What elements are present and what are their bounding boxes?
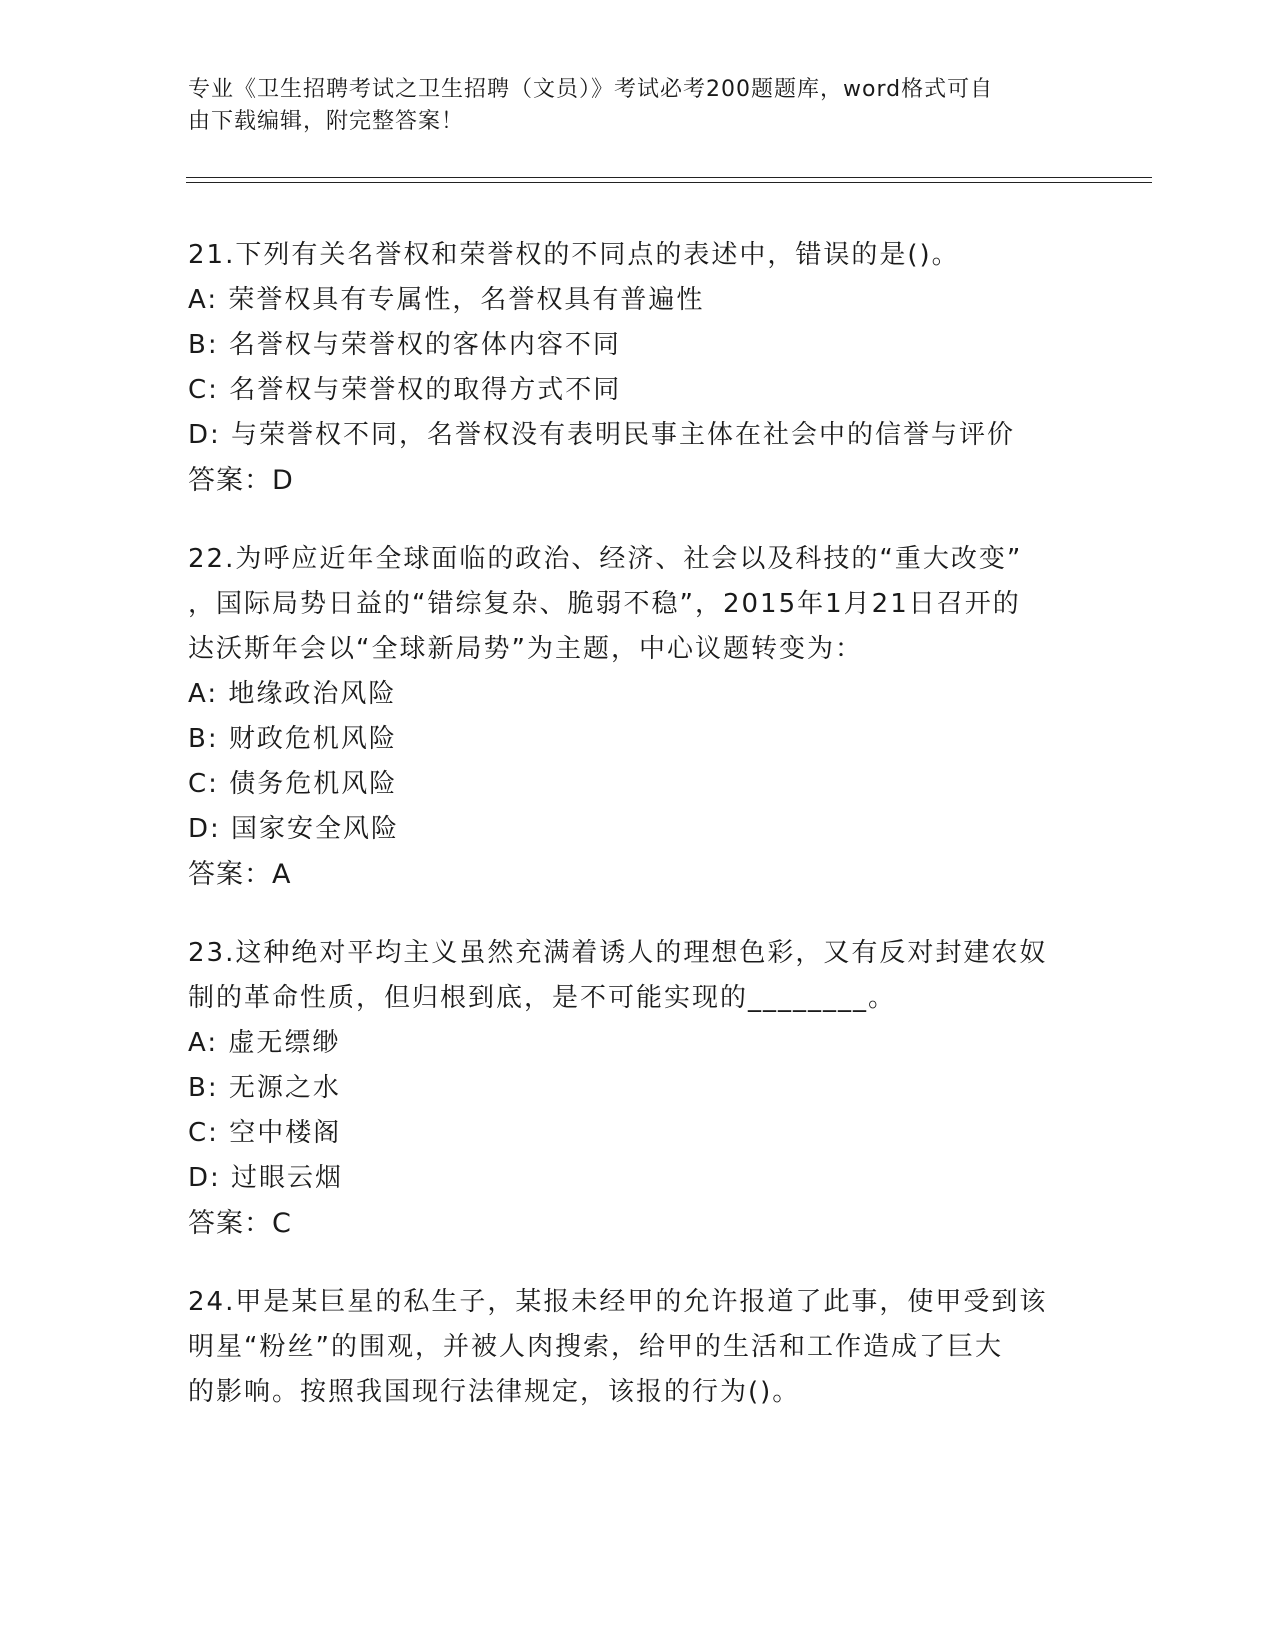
answer-line: 答案：A — [188, 859, 292, 890]
option-d — [188, 413, 1088, 458]
option-text: 地缘政治风险 — [228, 679, 397, 709]
question-number: 21. — [188, 240, 236, 270]
option-text: 过眼云烟 — [231, 1163, 344, 1193]
option-text: 荣誉权具有专属性，名誉权具有普遍性 — [228, 285, 705, 315]
option-text: 财政危机风险 — [228, 724, 397, 754]
option-list — [188, 1021, 1088, 1201]
option-text: 虚无缥缈 — [228, 1028, 341, 1058]
option-letter: C: — [188, 1118, 219, 1148]
option-list — [188, 672, 1088, 852]
question-23 — [188, 931, 1088, 1246]
question-stem-line: 制的革命性质，但归根到底，是不可能实现的________。 — [188, 983, 897, 1013]
option-c — [188, 368, 1088, 413]
option-letter: D: — [188, 1163, 221, 1193]
option-d — [188, 807, 1088, 852]
question-stem-line: ，国际局势日益的“错综复杂、脆弱不稳”，2015年1月21日召开的 — [188, 589, 1021, 619]
option-letter: A: — [188, 285, 219, 315]
question-list — [188, 233, 1088, 1449]
option-text: 与荣誉权不同，名誉权没有表明民事主体在社会中的信誉与评价 — [231, 420, 1016, 450]
question-stem-line: 达沃斯年会以“全球新局势”为主题，中心议题转变为： — [188, 634, 863, 664]
document-header — [188, 74, 1068, 138]
option-b — [188, 323, 1088, 368]
option-letter: D: — [188, 814, 221, 844]
option-text: 债务危机风险 — [229, 769, 398, 799]
option-c — [188, 1111, 1088, 1156]
option-b — [188, 1066, 1088, 1111]
option-text: 无源之水 — [228, 1073, 341, 1103]
option-c — [188, 762, 1088, 807]
option-a — [188, 1021, 1088, 1066]
option-text: 国家安全风险 — [231, 814, 400, 844]
question-22 — [188, 537, 1088, 897]
option-letter: D: — [188, 420, 221, 450]
question-number: 23. — [188, 938, 236, 968]
option-b — [188, 717, 1088, 762]
option-a — [188, 672, 1088, 717]
option-list — [188, 278, 1088, 458]
question-stem — [188, 537, 1088, 582]
option-text: 空中楼阁 — [229, 1118, 342, 1148]
question-stem-line: 为呼应近年全球面临的政治、经济、社会以及科技的“重大改变” — [235, 544, 1023, 574]
question-stem-line: 下列有关名誉权和荣誉权的不同点的表述中，错误的是()。 — [235, 240, 960, 270]
question-stem-line: 的影响。按照我国现行法律规定，该报的行为()。 — [188, 1377, 801, 1407]
option-letter: A: — [188, 1028, 219, 1058]
option-text: 名誉权与荣誉权的取得方式不同 — [229, 375, 622, 405]
question-24 — [188, 1280, 1088, 1415]
option-a — [188, 278, 1088, 323]
header-line-1: 专业《卫生招聘考试之卫生招聘（文员）》考试必考200题题库，word格式可自 — [188, 77, 994, 102]
answer-line: 答案：D — [188, 465, 294, 496]
question-number: 24. — [188, 1287, 236, 1317]
question-stem — [188, 1280, 1088, 1325]
option-letter: A: — [188, 679, 219, 709]
option-text: 名誉权与荣誉权的客体内容不同 — [228, 330, 621, 360]
question-21 — [188, 233, 1088, 503]
question-stem-line: 明星“粉丝”的围观，并被人肉搜索，给甲的生活和工作造成了巨大 — [188, 1332, 1003, 1362]
question-stem — [188, 931, 1088, 976]
header-line-2: 由下载编辑，附完整答案！ — [188, 109, 465, 134]
question-stem-line: 甲是某巨星的私生子，某报未经甲的允许报道了此事，使甲受到该 — [235, 1287, 1048, 1317]
question-stem-line: 这种绝对平均主义虽然充满着诱人的理想色彩，又有反对封建农奴 — [235, 938, 1048, 968]
header-divider-bottom — [186, 182, 1152, 183]
option-letter: C: — [188, 769, 219, 799]
option-letter: B: — [188, 724, 219, 754]
question-stem — [188, 233, 1088, 278]
option-letter: C: — [188, 375, 219, 405]
option-letter: B: — [188, 1073, 219, 1103]
answer-line: 答案：C — [188, 1208, 292, 1239]
option-d — [188, 1156, 1088, 1201]
header-divider-top — [186, 177, 1152, 178]
option-letter: B: — [188, 330, 219, 360]
question-number: 22. — [188, 544, 236, 574]
